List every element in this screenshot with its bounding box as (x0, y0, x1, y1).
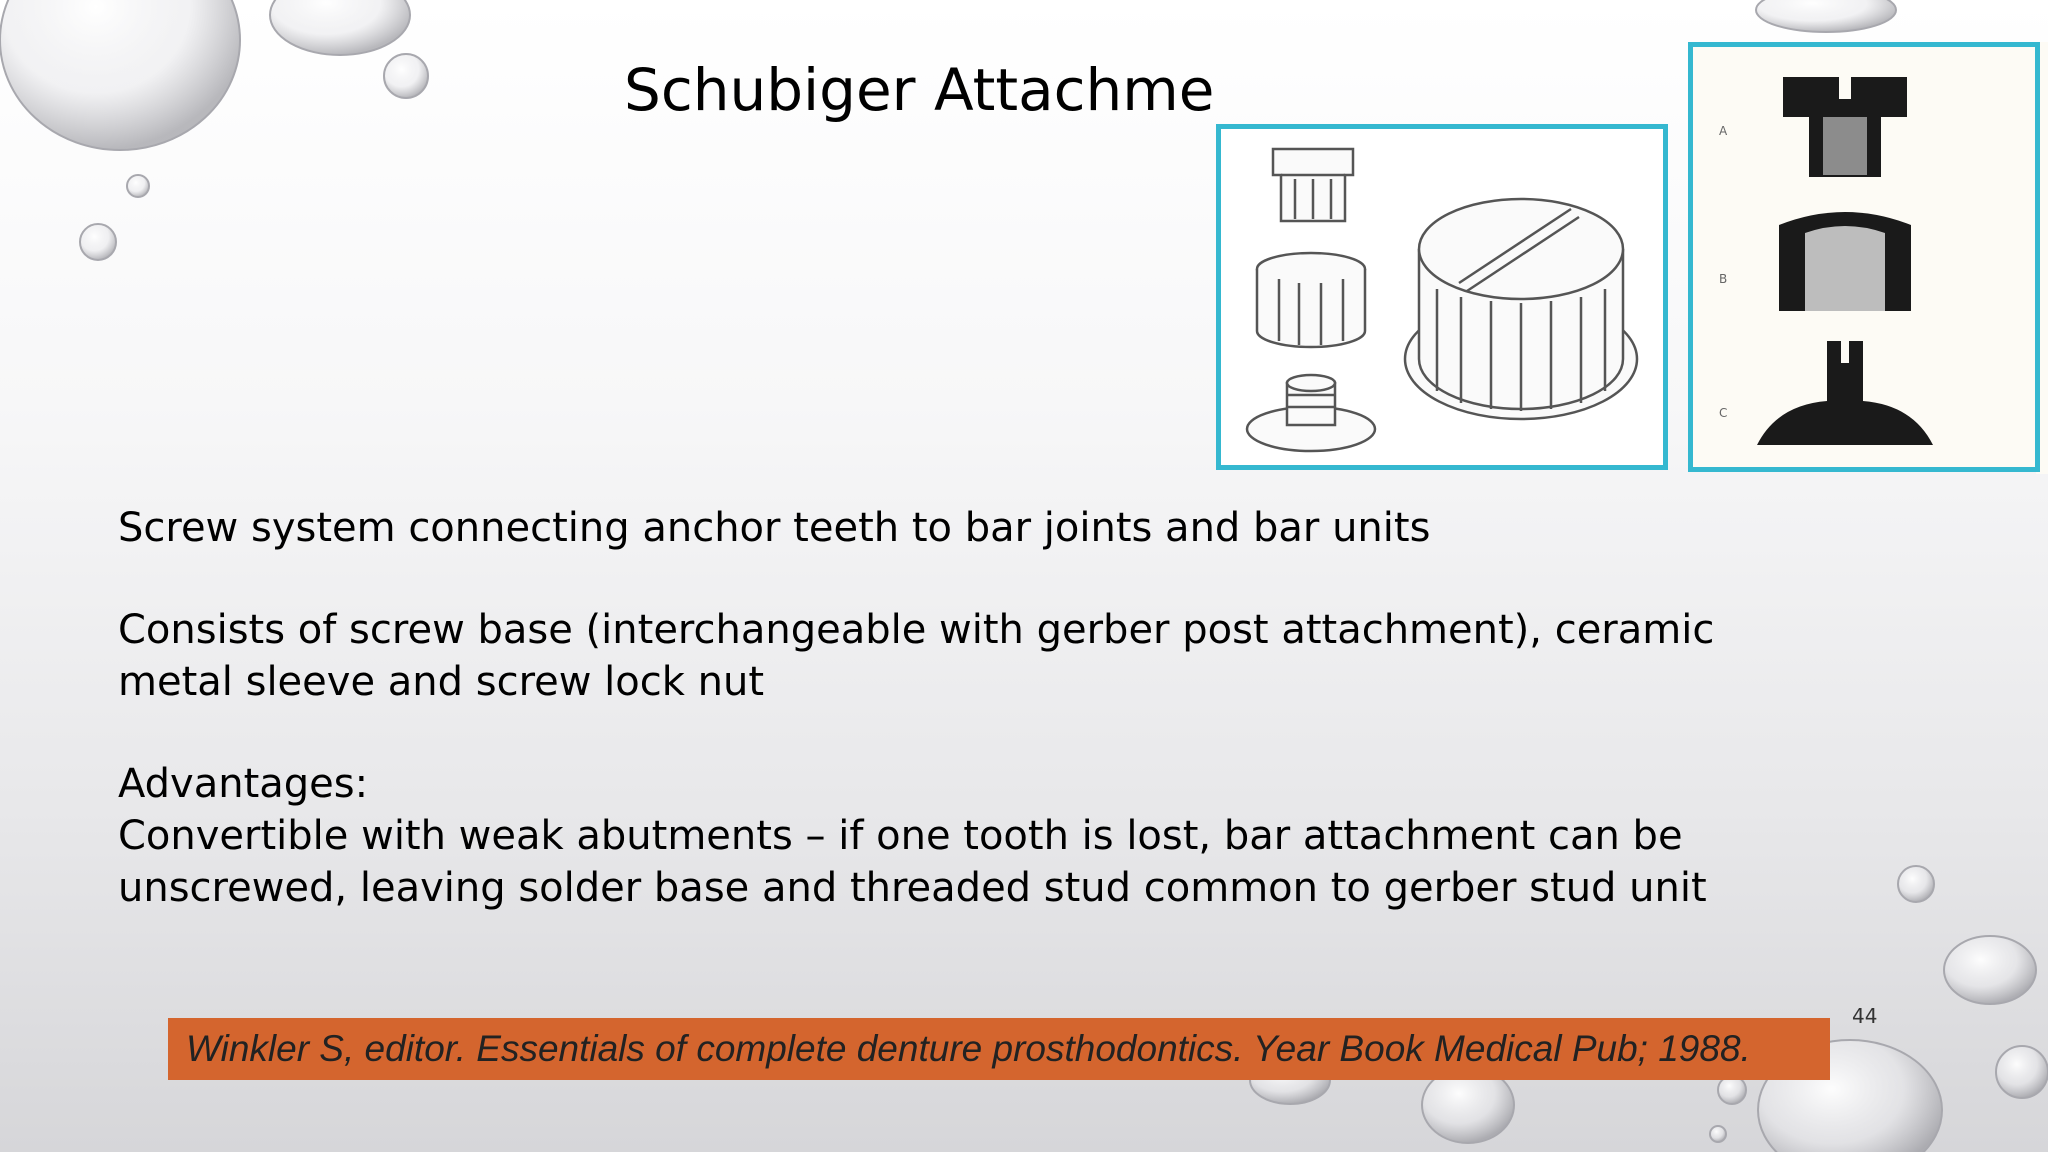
advantages-heading: Advantages: (118, 761, 369, 807)
body-paragraph-consists-line-2: metal sleeve and screw lock nut (118, 659, 765, 705)
body-paragraph-consists-line-1: Consists of screw base (interchangeable with gerber post attachment), ceramic (118, 607, 1715, 653)
cross-section-illustration (1688, 42, 2040, 472)
advantages-line-2: unscrewed, leaving solder base and threaded stud common to gerber stud unit (118, 865, 1707, 911)
advantages-line-1: Convertible with weak abutments – if one tooth is lost, bar attachment can be (118, 813, 1683, 859)
figure-label-c: C (1719, 406, 1728, 420)
body-paragraph-screw-system: Screw system connecting anchor teeth to bar joints and bar units (118, 505, 1431, 551)
figure-label-b: B (1719, 272, 1728, 286)
slide-title: Schubiger Attachme (624, 56, 1215, 124)
attachment-parts-drawing (1221, 129, 1663, 465)
cross-section-drawing (1693, 47, 2035, 467)
slide-body (118, 502, 1878, 914)
citation-banner: Winkler S, editor. Essentials of complete denture prosthodontics. Year Book Medical Pub; 1988. (168, 1018, 1830, 1080)
attachment-parts-illustration (1216, 124, 1668, 470)
figure-label-a: A (1719, 124, 1728, 138)
slide-number: 44 (1852, 1004, 1878, 1028)
